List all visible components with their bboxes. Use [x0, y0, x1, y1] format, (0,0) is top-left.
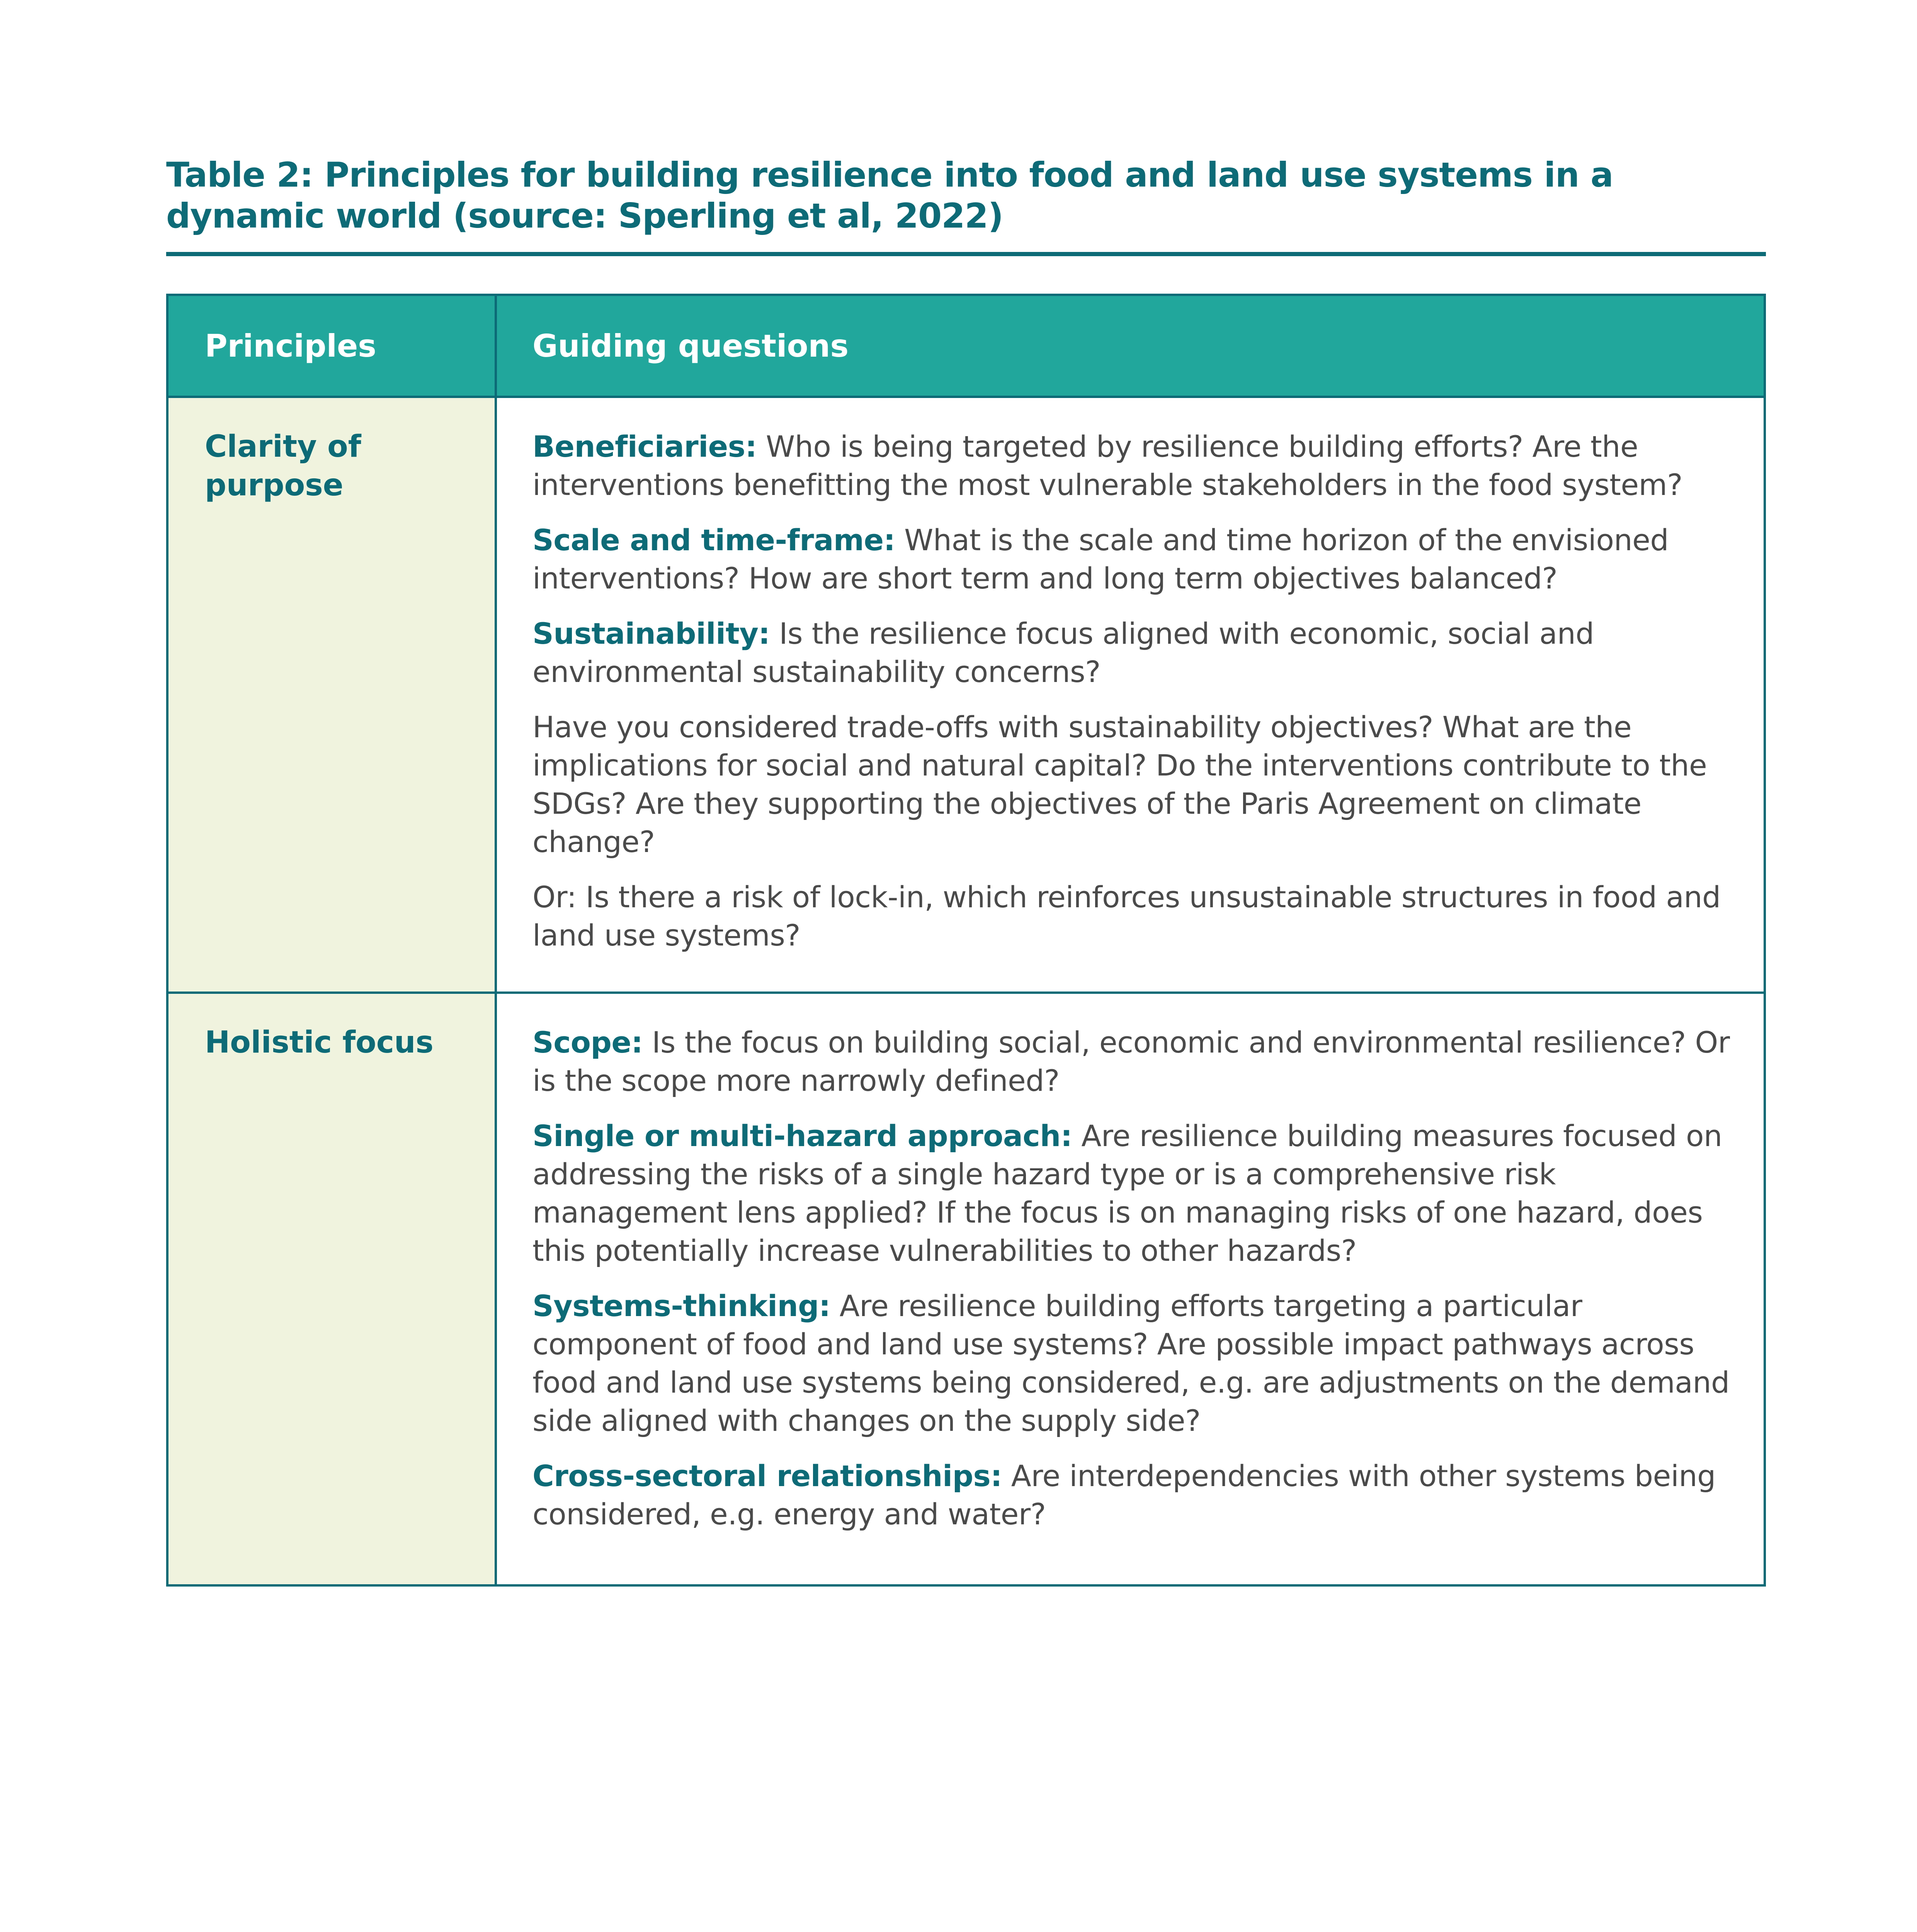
question-lead: Scope: — [532, 1025, 643, 1060]
question-text: Is the focus on building social, economic and environmental resilience? Or is the scope more narrowly defined? — [532, 1025, 1730, 1098]
question-text: Are interdependencies with other systems being considered, e.g. energy and water? — [532, 1459, 1716, 1531]
principle-clarity-of-purpose: Clarity of purpose — [168, 398, 497, 992]
header-guiding-questions: Guiding questions — [532, 328, 849, 364]
guiding-questions-cell — [497, 398, 1764, 992]
question-lead: Cross-sectoral relationships: — [532, 1459, 1002, 1493]
table-row — [168, 992, 1764, 1584]
question-scope — [532, 1023, 1740, 1100]
question-text: Have you considered trade-offs with sustainability objectives? What are the implications for social and natural capital? Do the interventions contribute to the SDGs? Are they supporting the objectives of the Paris Agreement on climate change? — [532, 710, 1707, 859]
question-beneficiaries — [532, 427, 1740, 504]
question-systems-thinking — [532, 1287, 1740, 1440]
document-page — [166, 155, 1766, 1587]
question-lead: Beneficiaries: — [532, 429, 757, 464]
table-row — [168, 396, 1764, 992]
question-lead: Scale and time-frame: — [532, 523, 895, 557]
table-header-row — [168, 296, 1764, 396]
question-lead: Single or multi-hazard approach: — [532, 1119, 1072, 1153]
question-scale-time-frame — [532, 521, 1740, 597]
principles-table — [166, 294, 1766, 1587]
header-principles: Principles — [168, 296, 497, 396]
question-text: Who is being targeted by resilience building efforts? Are the interventions benefitting the most vulnerable stakeholders in the food system? — [532, 429, 1683, 502]
question-sustainability — [532, 614, 1740, 691]
question-multi-hazard — [532, 1117, 1740, 1270]
principle-holistic-focus: Holistic focus — [168, 994, 497, 1584]
question-cross-sectoral — [532, 1457, 1740, 1533]
question-text: Are resilience building efforts targeting a particular component of food and land use systems? Are possible impact pathways across food and land use systems being considered, e.g. are adjustments on the demand side aligned with changes on the supply side? — [532, 1289, 1730, 1438]
question-text: What is the scale and time horizon of the envisioned interventions? How are short term and long term objectives balanced? — [532, 523, 1669, 595]
title-divider — [166, 252, 1766, 256]
question-text: Or: Is there a risk of lock-in, which reinforces unsustainable structures in food and land use systems? — [532, 880, 1721, 952]
question-lead: Sustainability: — [532, 616, 770, 651]
question-trade-offs — [532, 708, 1740, 861]
question-text: Are resilience building measures focused on addressing the risks of a single hazard type or is a comprehensive risk management lens applied? If the focus is on managing risks of one hazard, does this potentially increase vulnerabilities to other hazards? — [532, 1119, 1722, 1268]
question-lead: Systems-thinking: — [532, 1289, 830, 1323]
guiding-questions-cell — [497, 994, 1764, 1584]
question-text: Is the resilience focus aligned with economic, social and environmental sustainability concerns? — [532, 616, 1594, 689]
table-title: Table 2: Principles for building resilience into food and land use systems in a dynamic world (source: Sperling et al, 2022) — [166, 155, 1613, 236]
question-lock-in — [532, 878, 1740, 954]
